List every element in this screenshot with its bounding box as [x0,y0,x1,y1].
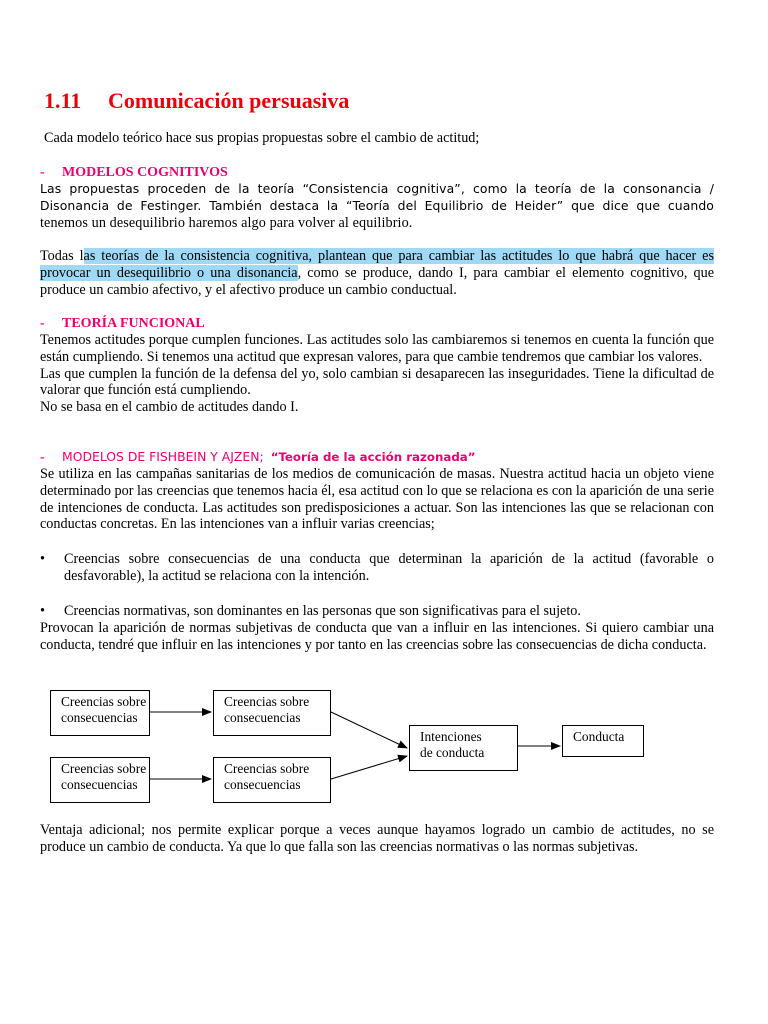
cognitivos-paragraph-2: Todas las teorías de la consistencia cognitiva, plantean que para cambiar las actitudes lo que habrá que hacer es provocar un desequilibrio o una disonancia, como se produce, dando I, para cambiar el elemento cognitivo, que produce un cambio afectivo, y el afectivo produce un cambio conductual. [40,248,715,298]
diagram-box-creencias-4: Creencias sobre consecuencias [213,757,331,803]
intro-paragraph: Cada modelo teórico hace sus propias propuestas sobre el cambio de actitud; [44,130,480,146]
diagram-box-conducta: Conducta [562,725,644,757]
bullet-item-1: • Creencias sobre consecuencias de una conducta que determinan la aparición de la actitud (favorable o desfavorable), la actitud se relaciona con la intención. [40,551,714,584]
arrow-box2-intenciones [331,712,407,748]
highlighted-text: as teorías de la consistencia cognitiva, plantean que para cambiar las actitudes lo que habrá que hacer es provocar un desequilibrio o una disonancia [40,248,714,281]
closing-paragraph: Ventaja adicional; nos permite explicar porque a veces aunque hayamos logrado un cambio de actitudes, no se produce un cambio de conducta. Ya que lo que falla son las creencias normativas o las normas subjetivas. [40,822,714,855]
section-number: 1.11 [44,88,82,113]
fishbein-paragraph-2: Provocan la aparición de normas subjetivas de conducta que van a influir en las intenciones. Si quiero cambiar una conducta, tendré que influir en las intenciones y por tanto en las creencias sobre las consecuencias de dicha conducta. [40,620,714,653]
fishbein-paragraph-1: Se utiliza en las campañas sanitarias de los medios de comunicación de masas. Nuestra actitud hacia un objeto viene determinado por las creencias que tenemos hacia él, esa actitud con lo que se relaciona es con la aparición de una serie de intenciones de conducta. Las actitudes son predisposiciones a actuar. Son las intenciones las que se relacionan con conductas concretas. En las intenciones van a influir varias creencias; [40,466,714,533]
diagram-box-creencias-3: Creencias sobre consecuencias [50,757,150,803]
heading-fishbein-ajzen: - MODELOS DE FISHBEIN Y AJZEN; “Teoría de la acción razonada” [40,449,476,465]
diagram-box-creencias-2: Creencias sobre consecuencias [213,690,331,736]
section-title [44,88,349,114]
heading-teoria-funcional: - TEORÍA FUNCIONAL [40,316,205,331]
heading-modelos-cognitivos: - MODELOS COGNITIVOS [40,165,228,180]
bullet-icon: • [40,603,45,619]
arrow-box4-intenciones [331,756,407,779]
section-title-text: Comunicación persuasiva [108,88,350,113]
funcional-paragraphs: Tenemos actitudes porque cumplen funciones. Las actitudes solo las cambiaremos si tenemos en cuenta la función que están cumpliendo. Si tenemos una actitud que expresan valores, para que cambie tendremos que cambiar los valores. Las que cumplen la función de la defensa del yo, solo cambian si desaparecen las inseguridades. Tiene la dificultad de valorar que función está cumpliendo. No se basa en el cambio de actitudes dando I. [40,332,714,416]
bullet-icon: • [40,551,45,567]
cognitivos-paragraph-1: Las propuestas proceden de la teoría “Consistencia cognitiva”, como la teoría de la consonancia / Disonancia de Festinger. También destaca la “Teoría del Equilibrio de Heider” que dice que cuando tenemos un desequilibrio haremos algo para volver al equilibrio. [40,181,714,231]
bullet-item-2: • Creencias normativas, son dominantes en las personas que son significativas para el sujeto. [40,603,581,619]
diagram-box-creencias-1: Creencias sobre consecuencias [50,690,150,736]
diagram-box-intenciones: Intenciones de conducta [409,725,518,771]
